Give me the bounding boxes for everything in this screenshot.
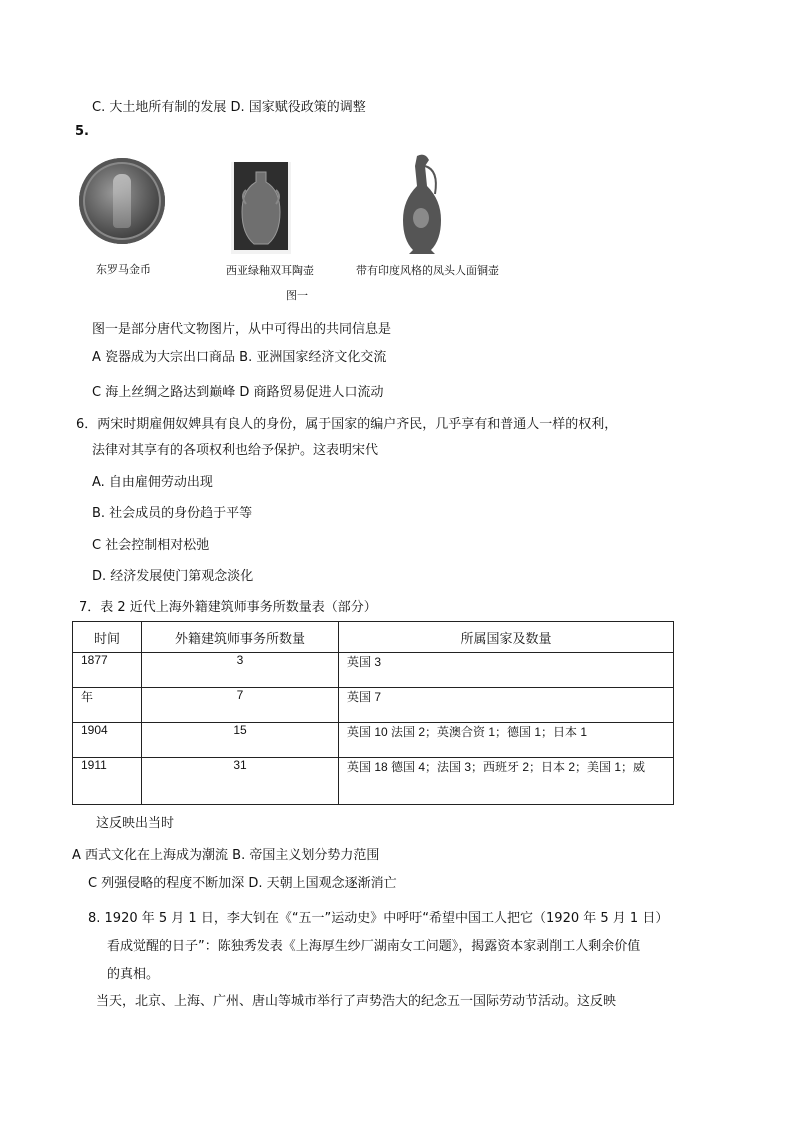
ewer-image bbox=[397, 152, 447, 256]
cell-year: 1911 bbox=[73, 758, 142, 805]
cell-count: 15 bbox=[142, 723, 339, 758]
header-count: 外籍建筑师事务所数量 bbox=[142, 622, 339, 653]
table-row bbox=[73, 653, 674, 688]
table-header-row bbox=[73, 622, 674, 653]
q6-option-d: D. 经济发展使门第观念淡化 bbox=[92, 569, 254, 584]
q6-stem-line2: 法律对其享有的各项权利也给予保护。这表明宋代 bbox=[92, 443, 379, 458]
q8-stem-line2: 看成觉醒的日子”：陈独秀发表《上海厚生纱厂湖南女工问题》，揭露资本家剥削工人剩余价值 bbox=[107, 939, 641, 954]
q5-stem: 图一是部分唐代文物图片，从中可得出的共同信息是 bbox=[92, 322, 392, 337]
q8-stem-line3: 的真相。 bbox=[107, 967, 160, 982]
q6-stem-line1: 6．两宋时期雇佣奴婢具有良人的身份，属于国家的编户齐民，几乎享有和普通人一样的权利， bbox=[76, 417, 618, 432]
cell-year: 1877 bbox=[73, 653, 142, 688]
table-row bbox=[73, 688, 674, 723]
q5-options-cd: C 海上丝绸之路达到巅峰 D 商路贸易促进人口流动 bbox=[92, 385, 384, 400]
caption-jar: 西亚绿釉双耳陶壶 bbox=[226, 265, 314, 277]
figure-label: 图一 bbox=[286, 290, 308, 302]
q6-option-c: C 社会控制相对松弛 bbox=[92, 538, 210, 553]
q6-option-a: A. 自由雇佣劳动出现 bbox=[92, 475, 213, 490]
q7-options-cd: C 列强侵略的程度不断加深 D. 天朝上国观念逐渐消亡 bbox=[88, 876, 397, 891]
q5-options-ab: A 瓷器成为大宗出口商品 B. 亚洲国家经济文化交流 bbox=[92, 350, 387, 365]
q7-options-ab: A 西式文化在上海成为潮流 B. 帝国主义划分势力范围 bbox=[72, 848, 380, 863]
header-year: 时间 bbox=[73, 622, 142, 653]
cell-countries: 英国 7 bbox=[339, 688, 674, 723]
q8-stem-line1: 8. 1920 年 5 月 1 日，李大钊在《“五一”运动史》中呼吁“希望中国工人把它（1920 年 5 月 1 日） bbox=[88, 911, 669, 926]
header-countries: 所属国家及数量 bbox=[339, 622, 674, 653]
cell-countries: 英国 10 法国 2；英澳合资 1；德国 1；日本 1 bbox=[339, 723, 674, 758]
q4-options-cd: C. 大土地所有制的发展 D. 国家赋役政策的调整 bbox=[92, 100, 366, 115]
cell-count: 7 bbox=[142, 688, 339, 723]
q6-option-b: B. 社会成员的身份趋于平等 bbox=[92, 506, 253, 521]
jar-shape-icon bbox=[234, 162, 288, 250]
cell-year: 1904 bbox=[73, 723, 142, 758]
coin-image bbox=[79, 158, 165, 244]
cell-year: 年 bbox=[73, 688, 142, 723]
architect-firm-table bbox=[72, 621, 674, 805]
table-row bbox=[73, 723, 674, 758]
q7-title: 7．表 2 近代上海外籍建筑师事务所数量表（部分） bbox=[79, 600, 377, 615]
cell-countries: 英国 18 德国 4；法国 3；西班牙 2；日本 2；美国 1；威 bbox=[339, 758, 674, 805]
table-row bbox=[73, 758, 674, 805]
cell-count: 3 bbox=[142, 653, 339, 688]
q5-number: 5. bbox=[75, 124, 89, 139]
cell-count: 31 bbox=[142, 758, 339, 805]
q7-reflect: 这反映出当时 bbox=[96, 816, 175, 831]
caption-coin: 东罗马金币 bbox=[96, 264, 151, 276]
q8-stem-line4: 当天，北京、上海、广州、唐山等城市举行了声势浩大的纪念五一国际劳动节活动。这反映 bbox=[96, 994, 617, 1009]
cell-countries: 英国 3 bbox=[339, 653, 674, 688]
caption-ewer: 带有印度风格的凤头人面铜壶 bbox=[356, 265, 499, 277]
